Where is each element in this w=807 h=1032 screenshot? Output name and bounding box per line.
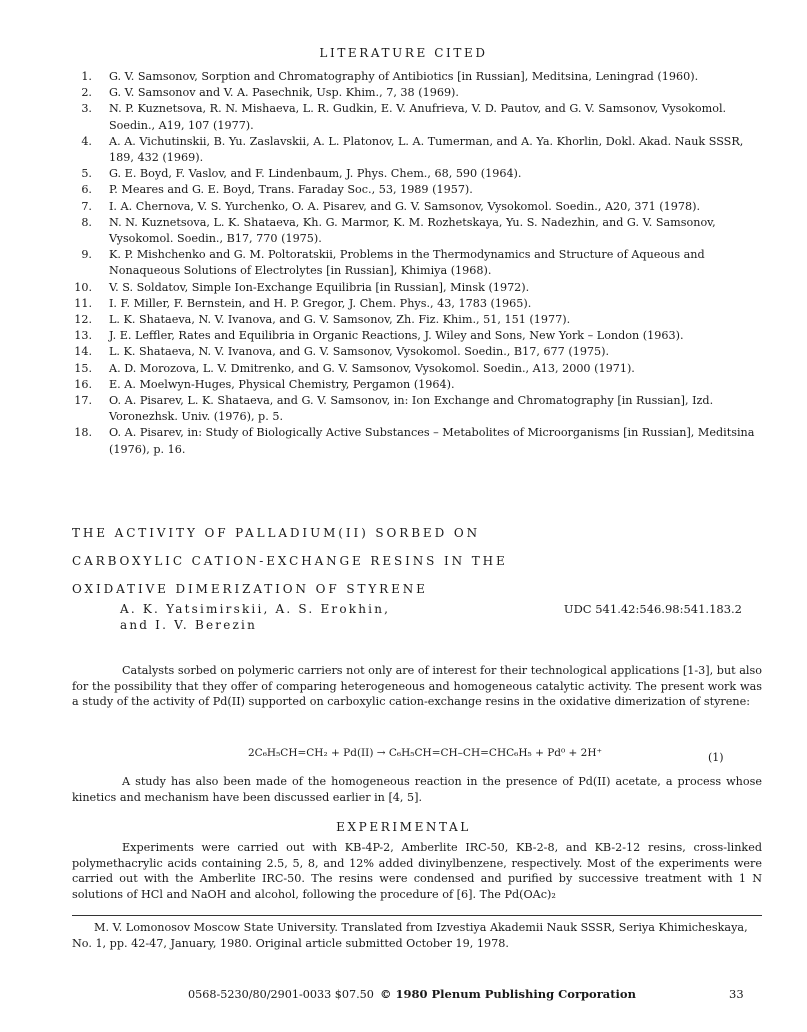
- reference-item: [72, 69, 762, 85]
- reference-text: I. A. Chernova, V. S. Yurchenko, O. A. Pisarev, and G. V. Samsonov, Vysokomol. Soedin., A20, 371 (1978).: [109, 199, 701, 213]
- reference-number: 5.: [81, 167, 92, 181]
- reference-number: 15.: [74, 361, 92, 375]
- reference-text: O. A. Pisarev, L. K. Shataeva, and G. V. Samsonov, in: Ion Exchange and Chromatography [in Russian], Izd. Voronezhsk. Univ. (1976), p. 5.: [109, 394, 714, 424]
- reference-item: [72, 425, 762, 457]
- reference-number: 6.: [81, 183, 92, 197]
- reference-item: [72, 296, 762, 312]
- reference-number: 3.: [81, 102, 92, 116]
- article-title-line: OXIDATIVE DIMERIZATION OF STYRENE: [72, 582, 428, 596]
- reference-text: V. S. Soldatov, Simple Ion-Exchange Equilibria [in Russian], Minsk (1972).: [109, 280, 530, 294]
- footnote-divider: [72, 915, 762, 916]
- reference-number: 11.: [74, 296, 92, 310]
- reference-item: [72, 344, 762, 360]
- reference-number: 12.: [74, 313, 92, 327]
- copyright-notice: © 1980 Plenum Publishing Corporation: [380, 987, 636, 1001]
- reference-text: J. E. Leffler, Rates and Equilibria in Organic Reactions, J. Wiley and Sons, New York – London (1963).: [109, 329, 684, 343]
- reference-item: [72, 393, 762, 425]
- reference-text: G. V. Samsonov and V. A. Pasechnik, Usp. Khim., 7, 38 (1969).: [109, 86, 459, 100]
- reference-item: [72, 247, 762, 279]
- affiliation-footnote: M. V. Lomonosov Moscow State University. Translated from Izvestiya Akademii Nauk SSSR, Seriya Khimicheskaya, No. 1, pp. 42-47, January, 1980. Original article submitted October 19, 1978.: [72, 921, 748, 950]
- reference-number: 14.: [74, 345, 92, 359]
- reference-item: [72, 199, 762, 215]
- reference-text: L. K. Shataeva, N. V. Ivanova, and G. V. Samsonov, Zh. Fiz. Khim., 51, 151 (1977).: [109, 313, 571, 327]
- reference-item: [72, 280, 762, 296]
- reaction-equation: 2C₆H₅CH=CH₂ + Pd(II) → C₆H₅CH=CH–CH=CHC₆H₅ + Pd⁰ + 2H⁺: [248, 747, 603, 759]
- experimental-heading: EXPERIMENTAL: [336, 820, 471, 834]
- reference-number: 4.: [81, 134, 92, 148]
- reference-item: [72, 361, 762, 377]
- reference-text: E. A. Moelwyn-Huges, Physical Chemistry, Pergamon (1964).: [109, 377, 455, 391]
- reference-item: [72, 166, 762, 182]
- author-list: [120, 602, 390, 633]
- reference-text: N. P. Kuznetsova, R. N. Mishaeva, L. R. Gudkin, E. V. Anufrieva, V. D. Pautov, and G. V. Samsonov, Vysokomol. Soedin., A19, 107 (1977).: [109, 102, 727, 132]
- reference-item: [72, 134, 762, 166]
- literature-cited-heading: LITERATURE CITED: [319, 46, 488, 60]
- reference-number: 9.: [81, 248, 92, 262]
- reference-text: A. A. Vichutinskii, B. Yu. Zaslavskii, A. L. Platonov, L. A. Tumerman, and A. Ya. Khorlin, Dokl. Akad. Nauk SSSR, 189, 432 (1969).: [109, 134, 744, 165]
- reference-number: 16.: [74, 377, 92, 391]
- reference-text: G. V. Samsonov, Sorption and Chromatography of Antibiotics [in Russian], Meditsina, Leningrad (1960).: [109, 70, 699, 83]
- reference-list: [72, 69, 762, 458]
- reference-text: A. D. Morozova, L. V. Dmitrenko, and G. V. Samsonov, Vysokomol. Soedin., A13, 2000 (1971).: [109, 361, 635, 375]
- reference-number: 2.: [81, 86, 92, 100]
- udc-code: UDC 541.42:546.98:541.183.2: [563, 602, 742, 616]
- reference-item: [72, 101, 762, 133]
- reference-number: 17.: [74, 394, 92, 408]
- reference-number: 13.: [74, 329, 92, 343]
- reference-number: 8.: [81, 215, 92, 229]
- reference-item: [72, 377, 762, 393]
- reference-item: [72, 85, 762, 101]
- reference-number: 10.: [74, 280, 92, 294]
- experimental-paragraph: Experiments were carried out with KB-4P-2, Amberlite IRC-50, KB-2-8, and KB-2-12 resins, cross-linked polymethacrylic acids containing 2.5, 5, 8, and 12% added divinylbenzene, respectively. Most of the experiments were carried out with the Amberlite IRC-50. The resins were condensed and purified by successive treatment with 1 N solutions of HCl and NaOH and alcohol, following the procedure of [6]. The Pd(OAc)₂: [72, 841, 762, 901]
- journal-code: 0568-5230/80/2901-0033 $07.50: [188, 988, 374, 1001]
- reference-text: N. N. Kuznetsova, L. K. Shataeva, Kh. G. Marmor, K. M. Rozhetskaya, Yu. S. Nadezhin, and G. V. Samsonov, Vysokomol. Soedin., B17, 770 (1975).: [109, 215, 716, 246]
- author-line: and I. V. Berezin: [120, 617, 257, 632]
- page-number: 33: [729, 987, 744, 1001]
- article-title: [72, 519, 612, 603]
- article-title-line: THE ACTIVITY OF PALLADIUM(II) SORBED ON: [72, 526, 480, 540]
- reference-number: 1.: [81, 70, 92, 83]
- intro-paragraph: Catalysts sorbed on polymeric carriers not only are of interest for their technological applications [1-3], but also for the possibility that they offer of comparing heterogeneous and homogeneous catalytic activity. The present work was a study of the activity of Pd(II) supported on carboxylic cation-exchange resins in the oxidative dimerization of styrene:: [72, 664, 762, 708]
- homogeneous-paragraph: A study has also been made of the homogeneous reaction in the presence of Pd(II) acetate, a process whose kinetics and mechanism have been discussed earlier in [4, 5].: [72, 775, 762, 804]
- reference-item: [72, 182, 762, 198]
- reference-text: I. F. Miller, F. Bernstein, and H. P. Gregor, J. Chem. Phys., 43, 1783 (1965).: [109, 296, 532, 310]
- reference-item: [72, 328, 762, 344]
- article-title-line: CARBOXYLIC CATION-EXCHANGE RESINS IN THE: [72, 554, 508, 568]
- reference-number: 7.: [81, 199, 92, 213]
- reference-number: 18.: [74, 426, 92, 440]
- equation-number: (1): [708, 751, 724, 764]
- reference-text: O. A. Pisarev, in: Study of Biologically Active Substances – Metabolites of Microorganisms [in Russian], Meditsina (1976), p. 16.: [109, 426, 755, 456]
- reference-item: [72, 215, 762, 247]
- reference-text: L. K. Shataeva, N. V. Ivanova, and G. V. Samsonov, Vysokomol. Soedin., B17, 677 (1975).: [109, 345, 610, 359]
- author-line: A. K. Yatsimirskii, A. S. Erokhin,: [120, 602, 391, 616]
- reference-text: K. P. Mishchenko and G. M. Poltoratskii, Problems in the Thermodynamics and Structure of Aqueous and Nonaqueous Solutions of Electrolytes [in Russian], Khimiya (1968).: [109, 248, 705, 278]
- reference-text: G. E. Boyd, F. Vaslov, and F. Lindenbaum, J. Phys. Chem., 68, 590 (1964).: [109, 167, 522, 181]
- reference-item: [72, 312, 762, 328]
- reference-text: P. Meares and G. E. Boyd, Trans. Faraday Soc., 53, 1989 (1957).: [109, 183, 473, 197]
